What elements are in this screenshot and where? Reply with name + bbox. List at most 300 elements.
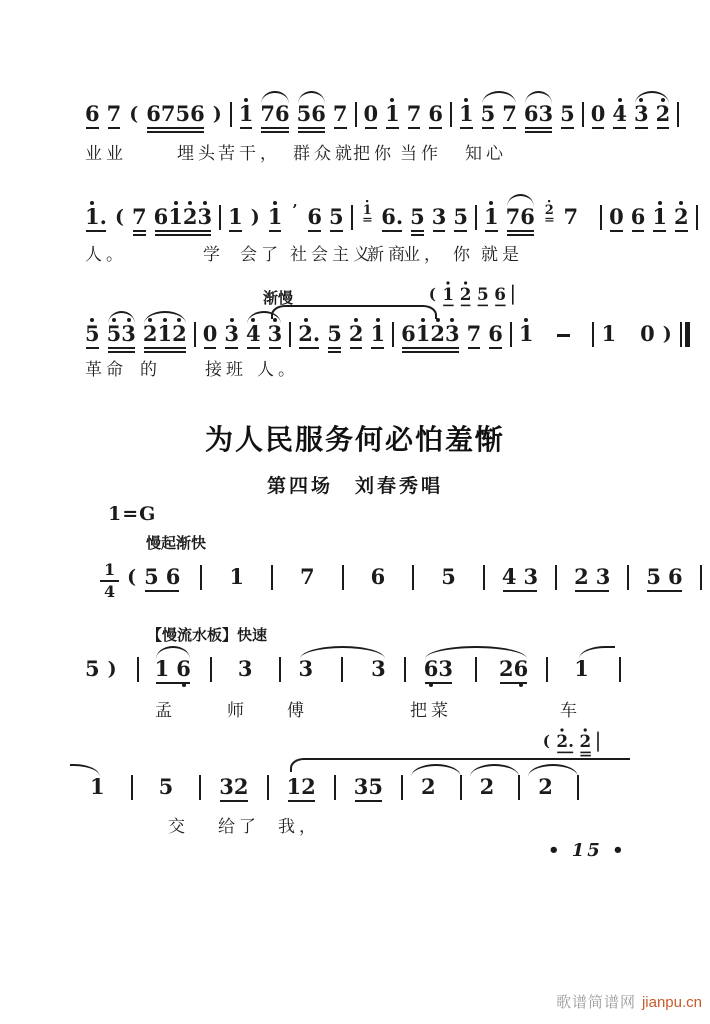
barline (341, 657, 343, 682)
note-char (506, 198, 521, 238)
note-token (574, 558, 589, 598)
underline (500, 682, 527, 684)
note-digit: 1 (484, 204, 499, 229)
note-token (268, 315, 283, 355)
note-char (416, 315, 431, 355)
barline (512, 285, 514, 305)
octave-dot-above (112, 318, 116, 322)
note-char (596, 558, 611, 598)
tempo-annotation: 慢起渐快 (146, 535, 207, 552)
note-digit: 6 (370, 564, 386, 589)
note-token (480, 768, 495, 808)
lyric-word: 师 (227, 701, 248, 720)
note-char (349, 315, 364, 355)
note-token (640, 315, 655, 355)
note-spacer (208, 768, 212, 769)
underline (133, 230, 146, 232)
underline (478, 305, 488, 307)
note-spacer (187, 558, 193, 559)
note-digit: 1 (518, 321, 534, 346)
note-spacer (492, 558, 495, 559)
note-digit: 1 (154, 656, 170, 681)
note-char (428, 95, 443, 135)
note-token (631, 198, 646, 238)
barline (219, 205, 221, 230)
note-digit: 3 (538, 101, 554, 126)
note-char (90, 768, 105, 808)
time-signature-denominator: 4 (104, 582, 116, 601)
note-digit: 6 (381, 204, 396, 229)
underline (482, 127, 495, 129)
note-char (159, 768, 174, 808)
note-token (85, 650, 100, 690)
note-digit: 6 (307, 204, 322, 229)
octave-dot-above (127, 318, 131, 322)
notation-line (85, 95, 679, 135)
note-char (333, 95, 348, 135)
note-digit: 3 (438, 656, 453, 681)
note-digit: 6 (428, 101, 443, 126)
note-digit: 1 (238, 101, 254, 126)
underline (269, 347, 282, 349)
octave-dot-above-slot (163, 315, 167, 322)
octave-dot-above (177, 318, 181, 322)
underline (592, 127, 605, 129)
note-digit: 1 (90, 774, 105, 799)
barline (200, 565, 202, 590)
note-char (524, 558, 539, 598)
barline (600, 205, 602, 230)
underline (489, 347, 502, 349)
note-token (481, 95, 496, 135)
note-char (85, 95, 100, 135)
note-digit: ( (129, 103, 139, 125)
octave-dot-above (148, 318, 152, 322)
note-token (224, 315, 239, 355)
note-digit: 2 (479, 774, 495, 799)
note-char (371, 650, 386, 690)
underline (525, 127, 552, 129)
lyric-word: 把你 (353, 144, 395, 163)
lyric-word: 学 (203, 245, 224, 264)
octave-dot-above-slot (148, 315, 152, 322)
note-token (327, 315, 342, 355)
note-char (203, 315, 218, 355)
note-char (421, 768, 436, 808)
note-char (438, 650, 453, 690)
note-char (612, 95, 627, 135)
note-spacer (577, 315, 585, 316)
note-digit: 5 (560, 101, 575, 126)
note-token (371, 650, 386, 690)
underline (229, 230, 242, 232)
note-spacer (146, 650, 148, 651)
note-char (674, 198, 689, 238)
note-char (381, 198, 396, 238)
underline (454, 230, 467, 232)
notation-line (85, 198, 698, 238)
note-token (146, 95, 205, 135)
underline (610, 230, 623, 232)
note-token (107, 95, 122, 135)
song-title: 为人民服务何必怕羞惭 (204, 424, 505, 455)
note-spacer (535, 650, 539, 651)
underline (411, 230, 424, 232)
barline (627, 565, 629, 590)
note-char (488, 315, 503, 355)
note-digit: ) (212, 103, 222, 125)
note-token (85, 95, 100, 135)
note-token (596, 558, 611, 598)
song-subtitle: 第四场 刘春秀唱 (266, 476, 443, 497)
note-digit: 5 (441, 564, 456, 589)
note-char (212, 95, 223, 135)
note-char (371, 558, 386, 598)
lyric-word: 给了 (218, 817, 260, 836)
barline (137, 657, 139, 682)
beam-line (503, 590, 537, 592)
note-char (158, 315, 173, 355)
note-spacer (623, 315, 633, 316)
note-digit: 5 (175, 101, 191, 126)
note-char (662, 315, 673, 355)
underline-2 (261, 131, 288, 133)
slur-line (290, 758, 630, 772)
underline-2 (133, 234, 146, 236)
note-digit: 1 (385, 101, 400, 126)
barline (582, 102, 584, 127)
inset-grace-notes (428, 279, 513, 311)
underline (425, 682, 452, 684)
note-char (370, 315, 385, 355)
note-digit: 6 (85, 101, 100, 126)
beam-line (156, 682, 190, 684)
note-char (480, 768, 495, 808)
underline (632, 230, 645, 232)
note-char (354, 768, 369, 808)
beam-line (575, 590, 609, 592)
note-digit: 1 (228, 204, 243, 229)
note-token (499, 650, 528, 690)
note-token (538, 768, 553, 808)
note-char (407, 95, 422, 135)
note-token (634, 95, 649, 135)
note-digit: 1 (459, 101, 474, 126)
note-group (527, 768, 579, 808)
note-digit: 2 (538, 774, 553, 799)
note-char (327, 315, 342, 355)
note-spacer (392, 558, 405, 559)
notation-line (85, 315, 690, 355)
note-digit: 1 (229, 564, 245, 589)
note-token (601, 315, 616, 355)
underline (433, 230, 446, 232)
underline (261, 127, 288, 129)
underline (334, 127, 347, 129)
watermark-site-name: 歌谱简谱网 (555, 994, 636, 1011)
note-spacer (350, 650, 364, 651)
note-spacer (421, 558, 434, 559)
lyric-word: 把菜 (410, 701, 452, 720)
note-spacer (198, 650, 203, 651)
note-digit: 1 (286, 774, 302, 799)
barline (412, 565, 414, 590)
underline-2 (363, 220, 371, 221)
underline (402, 347, 459, 349)
note-char (401, 315, 416, 355)
lyric-word: 孟 (155, 701, 176, 720)
note-token (300, 558, 315, 598)
music-symbol (128, 95, 139, 135)
note-char (238, 650, 253, 690)
note-digit: 6 (165, 564, 181, 589)
note-char (313, 315, 320, 355)
note-spacer (260, 650, 272, 651)
note-digit: 0 (363, 101, 379, 126)
barline (696, 205, 698, 230)
note-token (494, 279, 506, 311)
note-token (298, 315, 320, 355)
barline (199, 775, 201, 800)
note-token (260, 95, 289, 135)
underline (503, 127, 516, 129)
lyric-word: 车 (560, 701, 581, 720)
note-char (502, 95, 517, 135)
note-digit: 6 (176, 656, 191, 681)
note-token (329, 198, 344, 238)
music-symbol (542, 726, 551, 758)
underline (429, 127, 442, 129)
note-char (432, 198, 447, 238)
note-token (524, 95, 553, 135)
note-digit: 6 (146, 101, 161, 126)
note-token (229, 558, 244, 598)
note-token (580, 726, 592, 758)
note-digit: 2 (544, 201, 554, 218)
note-char (538, 768, 553, 808)
note-token (477, 279, 489, 311)
note-digit: ( (114, 206, 124, 228)
underline-2 (525, 131, 552, 133)
underline (408, 127, 421, 129)
note-token (203, 315, 218, 355)
note-digit: 3 (237, 656, 253, 681)
note-digit: 6 (190, 101, 205, 126)
underline (108, 347, 135, 349)
note-char (499, 650, 514, 690)
note-digit: 3 (219, 774, 234, 799)
note-char (307, 198, 322, 238)
music-symbol (107, 650, 118, 690)
underline (365, 127, 378, 129)
note-token (159, 768, 174, 808)
note-token (381, 198, 403, 238)
note-token (362, 198, 371, 223)
note-digit: 2 (348, 321, 364, 346)
note-group (646, 558, 682, 598)
final-barline (680, 322, 690, 347)
lyric-word: 业业 (85, 144, 127, 163)
note-digit: ( (127, 566, 137, 588)
note-digit: 7 (160, 101, 176, 126)
note-digit: 5 (327, 321, 342, 346)
barline (577, 775, 579, 800)
note-spacer (280, 558, 293, 559)
note-char (652, 198, 667, 238)
barline (592, 322, 594, 347)
underline (561, 127, 574, 129)
note-char (524, 95, 539, 135)
note-spacer (112, 768, 124, 769)
note-char (560, 95, 575, 135)
note-char (668, 558, 683, 598)
note-digit: 1 (370, 321, 386, 346)
note-digit: 0 (609, 204, 624, 229)
lyric-word: 你 (453, 245, 474, 264)
lyric-word: 当作 (400, 144, 442, 163)
note-token (652, 198, 667, 238)
note-digit: 1 (652, 204, 667, 229)
beam-line (145, 590, 179, 592)
note-char (176, 650, 191, 690)
note-char (107, 315, 122, 355)
note-digit: 2 (655, 101, 671, 126)
note-char (161, 95, 176, 135)
note-char (154, 198, 169, 238)
barline (351, 205, 353, 230)
note-token (432, 198, 447, 238)
note-token (85, 198, 107, 238)
note-token (424, 650, 453, 690)
note-digit: 7 (131, 204, 147, 229)
note-digit: 3 (371, 656, 386, 681)
note-token (574, 650, 589, 690)
underline (240, 127, 253, 129)
page-number: • 15 • (548, 840, 627, 861)
barline (597, 732, 599, 752)
note-digit: 2 (556, 730, 569, 751)
lyric-word: 人。 (85, 245, 127, 264)
note-digit: 5 (106, 321, 122, 346)
note-char (114, 198, 125, 238)
note-token (421, 768, 436, 808)
note-digit: 5 (477, 283, 489, 304)
underline (225, 347, 238, 349)
note-digit: 1 (601, 321, 617, 346)
lyric-word: 知心 (465, 144, 507, 163)
note-char (441, 558, 456, 598)
note-char (298, 315, 313, 355)
barline (460, 775, 462, 800)
underline (507, 230, 534, 232)
note-token (556, 726, 574, 758)
underline (557, 752, 573, 754)
barline (230, 102, 232, 127)
underline (657, 127, 670, 129)
note-char (168, 198, 183, 238)
note-spacer (320, 650, 334, 651)
note-digit: 4 (612, 101, 627, 126)
lyric-word: 社会主义 (290, 245, 374, 264)
underline (155, 230, 212, 232)
note-char (514, 650, 529, 690)
note-char (656, 95, 671, 135)
note-group (410, 768, 462, 808)
note-digit: 2 (499, 656, 514, 681)
octave-dot-above-slot (127, 315, 131, 322)
note-digit: 2 (301, 774, 316, 799)
note-token (519, 315, 534, 355)
time-signature (100, 562, 119, 600)
note-digit: 7 (300, 564, 315, 589)
note-char (520, 198, 535, 238)
note-digit: ’ (292, 201, 298, 219)
note-char (634, 95, 649, 135)
underline-2 (580, 754, 590, 756)
note-digit: 2 (298, 321, 313, 346)
barline (450, 102, 452, 127)
note-digit: ) (250, 206, 260, 228)
note-token (85, 315, 100, 355)
note-char (459, 95, 474, 135)
note-char (246, 315, 261, 355)
underline (108, 127, 121, 129)
note-digit: ) (107, 658, 117, 680)
note-token (591, 95, 606, 135)
note-char (121, 315, 136, 355)
barline (475, 205, 477, 230)
note-token (371, 558, 386, 598)
note-token (349, 315, 364, 355)
note-digit: 7 (260, 101, 275, 126)
note-digit: 3 (353, 774, 369, 799)
lyric-word: 傅 (287, 701, 308, 720)
note-digit: 2 (430, 321, 445, 346)
note-char (467, 315, 482, 355)
note-char (146, 95, 161, 135)
barline (546, 657, 548, 682)
barline (342, 565, 344, 590)
note-token (453, 198, 468, 238)
note-digit: 7 (106, 101, 122, 126)
note-char (574, 558, 589, 598)
note-token (143, 315, 187, 355)
barline (279, 657, 281, 682)
note-spacer (564, 558, 567, 559)
underline (675, 230, 688, 232)
note-token (238, 650, 253, 690)
note-char (287, 768, 302, 808)
note-digit: 1 (442, 283, 455, 304)
time-signature-numerator: 1 (100, 562, 119, 582)
note-group (502, 558, 538, 598)
note-char (299, 650, 314, 690)
note-token (545, 198, 554, 223)
inset-grace-notes (542, 726, 598, 758)
note-token (442, 279, 454, 311)
note-digit: 1 (267, 204, 283, 229)
note-char (484, 198, 499, 238)
note-digit: 1 (415, 321, 431, 346)
note-group (299, 650, 386, 690)
note-digit: 3 (523, 564, 539, 589)
note-digit: 3 (298, 656, 314, 681)
notation-line (85, 650, 621, 690)
note-token (239, 95, 254, 135)
note-spacer (276, 768, 280, 769)
watermark-site-url[interactable]: jianpu.cn (641, 994, 702, 1011)
note-token (132, 198, 147, 238)
